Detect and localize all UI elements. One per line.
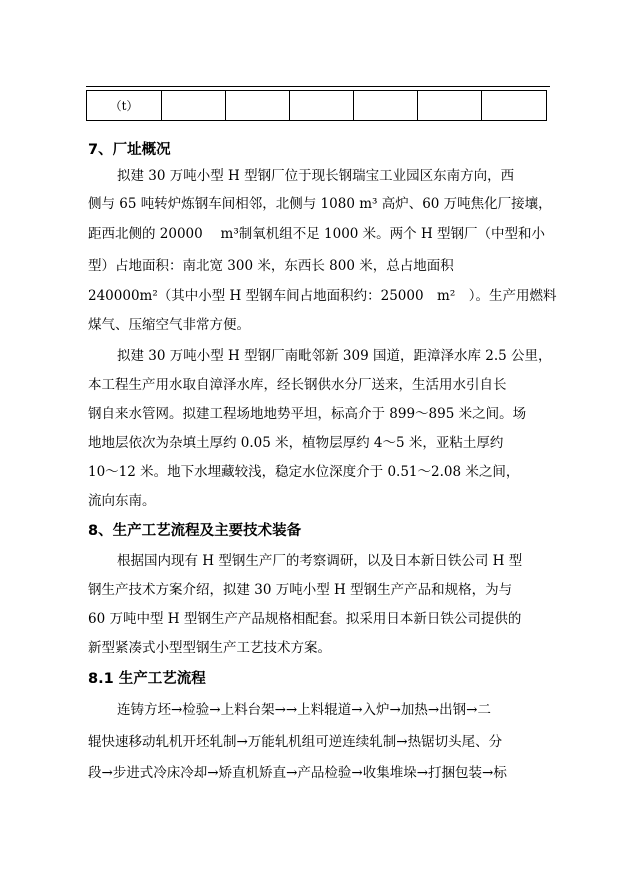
text-line: 拟建 30 万吨小型 H 型钢厂位于现长钢瑞宝工业园区东南方向，西 bbox=[117, 168, 515, 184]
text-line: 型）占地面积：南北宽 300 米，东西长 800 米，总占地面积 bbox=[88, 258, 454, 274]
table-cell bbox=[482, 91, 547, 121]
text-line: 根据国内现有 H 型钢生产厂的考察调研，以及日本新日铁公司 H 型 bbox=[117, 553, 523, 569]
text-line: 本工程生产用水取自漳泽水库，经长钢供水分厂送来，生活用水引自长 bbox=[88, 377, 507, 393]
text-line: 辊快速移动轧机开坯轧制→万能轧机组可逆连续轧制→热锯切头尾、分 bbox=[88, 734, 503, 750]
text-line: 拟建 30 万吨小型 H 型钢厂南毗邻新 309 国道，距漳泽水库 2.5 公里， bbox=[117, 348, 552, 364]
text-line: 流向东南。 bbox=[88, 493, 156, 509]
text-line: 侧与 65 吨转炉炼钢车间相邻，北侧与 1080 m³ 高炉、60 万吨焦化厂接壤， bbox=[88, 196, 552, 212]
table-cell bbox=[290, 91, 354, 121]
text-line: 钢生产技术方案介绍，拟建 30 万吨小型 H 型钢生产产品和规格，为与 bbox=[88, 582, 513, 598]
unit-cell: （t） bbox=[87, 91, 162, 121]
table-cell bbox=[418, 91, 482, 121]
top-rule bbox=[86, 86, 550, 87]
table-row bbox=[87, 91, 547, 121]
text-line: 距西北侧的 20000 m³制氧机组不足 1000 米。两个 H 型钢厂（中型和小 bbox=[88, 226, 546, 242]
text-line: 地地层依次为杂填土厚约 0.05 米，植物层厚约 4～5 米，亚粘土厚约 bbox=[88, 435, 504, 451]
text-line: 连铸方坯→检验→上料台架→→上料辊道→入炉→加热→出钢→二 bbox=[117, 702, 491, 718]
text-line: 煤气、压缩空气非常方便。 bbox=[88, 317, 250, 333]
text-line: 钢自来水管网。拟建工程场地地势平坦，标高介于 899～895 米之间。场 bbox=[88, 406, 527, 422]
table-cell bbox=[162, 91, 226, 121]
section-heading: 8、生产工艺流程及主要技术装备 bbox=[88, 523, 302, 539]
continued-table bbox=[86, 90, 547, 121]
section-heading: 7、厂址概况 bbox=[88, 142, 171, 158]
text-line: 240000m²（其中小型 H 型钢车间占地面积约：25000 m² ）。生产用燃料 bbox=[88, 288, 557, 304]
subsection-heading: 8.1 生产工艺流程 bbox=[88, 671, 206, 687]
text-line: 段→步进式冷床冷却→矫直机矫直→产品检验→收集堆垛→打捆包装→标 bbox=[88, 765, 507, 781]
table-cell bbox=[354, 91, 418, 121]
text-line: 新型紧凑式小型型钢生产工艺技术方案。 bbox=[88, 640, 331, 656]
text-line: 10～12 米。地下水埋藏较浅，稳定水位深度介于 0.51～2.08 米之间， bbox=[88, 464, 520, 480]
text-line: 60 万吨中型 H 型钢生产产品规格相配套。拟采用日本新日铁公司提供的 bbox=[88, 611, 522, 627]
table-cell bbox=[226, 91, 290, 121]
